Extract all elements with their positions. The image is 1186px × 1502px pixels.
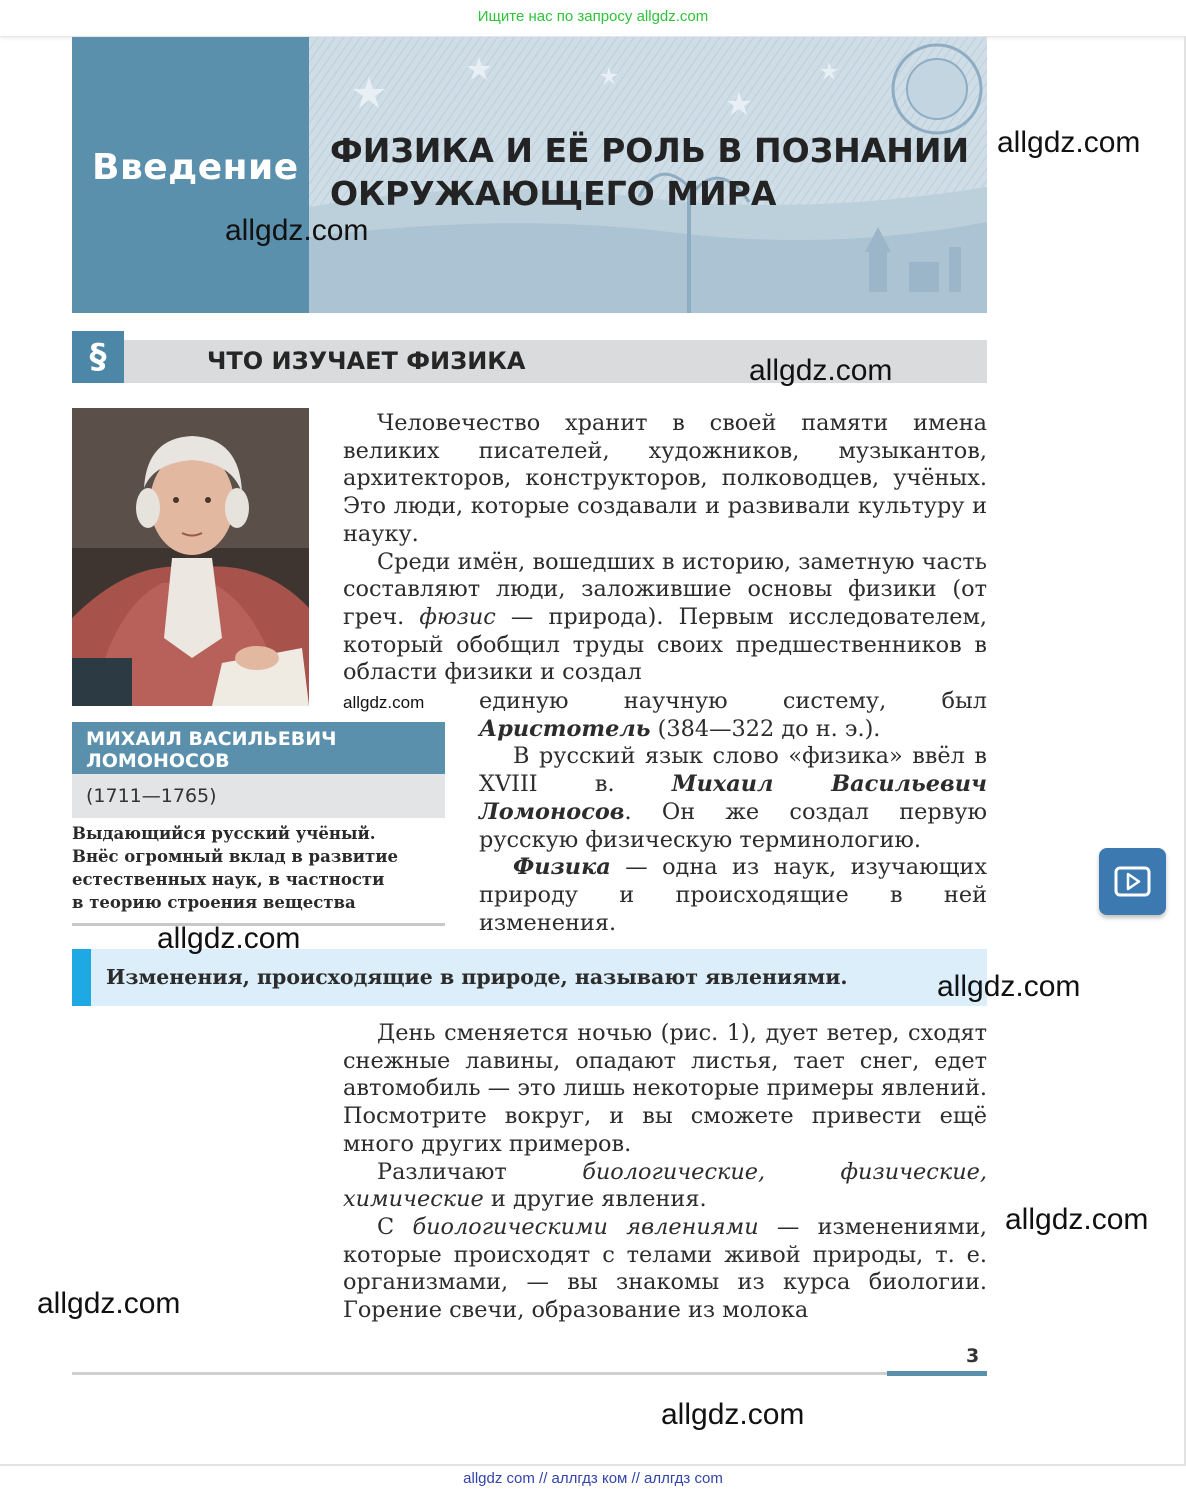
chapter-title (330, 129, 980, 215)
watermark: allgdz.com (661, 1398, 805, 1431)
definition-marker (72, 949, 91, 1006)
p6-text-b: и другие явления. (483, 1186, 707, 1213)
paragraph-3 (479, 743, 987, 854)
footer-rule-accent (887, 1371, 987, 1376)
p2-text-b: — природа). Первым исследователем, который обобщил труды своих предшественников в области физики и создал (343, 603, 987, 686)
section-number: § (72, 331, 124, 383)
portrait-caption-description (72, 822, 445, 914)
caption-name-line1: МИХАИЛ ВАСИЛЬЕВИЧ (86, 728, 337, 750)
caption-desc-line1: Выдающийся русский учёный. (72, 824, 376, 843)
caption-name-line2: ЛОМОНОСОВ (86, 750, 230, 772)
play-icon (1099, 848, 1166, 915)
body-text-top (343, 410, 987, 687)
p7-text-b: — изменениями, которые происходят с телами живой природы, т. е. организмами, — вы знакомы из курса биологии. Горение свечи, образование из молока (343, 1213, 988, 1324)
p2-text-c: единую научную систему, был (479, 688, 987, 714)
p4-text-b: — одна из наук, изучающих природу и происходящие в ней изменения. (479, 854, 987, 936)
paragraph-2 (343, 549, 987, 688)
watermark-small: allgdz.com (343, 693, 425, 712)
p6-text-a: Различают (377, 1158, 583, 1185)
play-video-button[interactable] (1099, 848, 1166, 915)
p2-text-a: Среди имён, вошедших в историю, заметную часть составляют люди, заложившие основы физики (от греч. (343, 548, 987, 630)
body-text-middle (479, 688, 987, 937)
watermark: allgdz.com (749, 354, 893, 387)
paragraph-2-continued (479, 688, 987, 743)
chapter-header (72, 37, 987, 313)
bottom-links[interactable]: allgdz com // аллгдз ком // аллгдз com (463, 1470, 723, 1487)
watermark: allgdz.com (225, 214, 369, 247)
chapter-title-line2: ОКРУЖАЮЩЕГО МИРА (330, 174, 777, 213)
watermark: allgdz.com (157, 922, 301, 955)
watermark: allgdz.com (37, 1287, 181, 1320)
caption-desc-line3: естественных наук, в частности (72, 870, 385, 889)
footer-rule (72, 1372, 887, 1375)
p7-text-a: С (377, 1213, 413, 1240)
portrait-image (72, 408, 309, 706)
paragraph-1: Человечество хранит в своей памяти имена великих писателей, художников, музыкантов, архитекторов, конструкторов, полководцев, учёных. Это люди, которые создавали и развивали культуру и науку. (343, 410, 987, 547)
portrait-caption-name (72, 722, 445, 774)
p4-physics-term: Физика (513, 854, 611, 881)
intro-label: Введение (92, 147, 299, 188)
p2-text-d: (384—322 до н. э.). (650, 715, 881, 742)
caption-desc-line2: Внёс огромный вклад в развитие (72, 847, 398, 866)
watermark: allgdz.com (997, 126, 1141, 159)
p6-kinds: биологические, физические, химические (343, 1158, 987, 1213)
p3-text-a: В русский язык слово «физика» ввёл в XVIII в. (479, 743, 987, 798)
caption-desc-line4: в теорию строения вещества (72, 893, 356, 912)
top-banner: Ищите нас по запросу allgdz.com (0, 0, 1186, 37)
p3-lomonosov: Михаил Васильевич Ломоносов (479, 771, 987, 825)
section-title: ЧТО ИЗУЧАЕТ ФИЗИКА (207, 347, 526, 375)
paragraph-4 (479, 854, 987, 937)
definition-box (72, 949, 987, 1006)
p3-text-b: . Он же создал первую русскую физическую терминологию. (479, 798, 987, 853)
page-number: 3 (966, 1345, 980, 1367)
portrait-caption-years: (1711—1765) (72, 774, 445, 818)
p2-greek-term: фюзис (419, 603, 496, 630)
definition-text: Изменения, происходящие в природе, называют явлениями. (106, 965, 848, 989)
watermark: allgdz.com (937, 970, 1081, 1003)
lomonosov-portrait (72, 408, 309, 706)
chapter-title-line1: ФИЗИКА И ЕЁ РОЛЬ В ПОЗНАНИИ (330, 131, 970, 170)
watermark: allgdz.com (1005, 1203, 1149, 1236)
paragraph-7 (343, 1214, 987, 1325)
paragraph-6 (343, 1159, 987, 1214)
p2-aristotle: Аристотель (479, 715, 651, 742)
p7-bio-term: биологическими явлениями (412, 1213, 759, 1240)
body-text-bottom (343, 1020, 987, 1325)
paragraph-5: День сменяется ночью (рис. 1), дует ветер, сходят снежные лавины, опадают листья, тает снег, едет автомобиль — это лишь некоторые примеры явлений. Посмотрите вокруг, и вы сможете привести ещё много других примеров. (343, 1020, 987, 1157)
